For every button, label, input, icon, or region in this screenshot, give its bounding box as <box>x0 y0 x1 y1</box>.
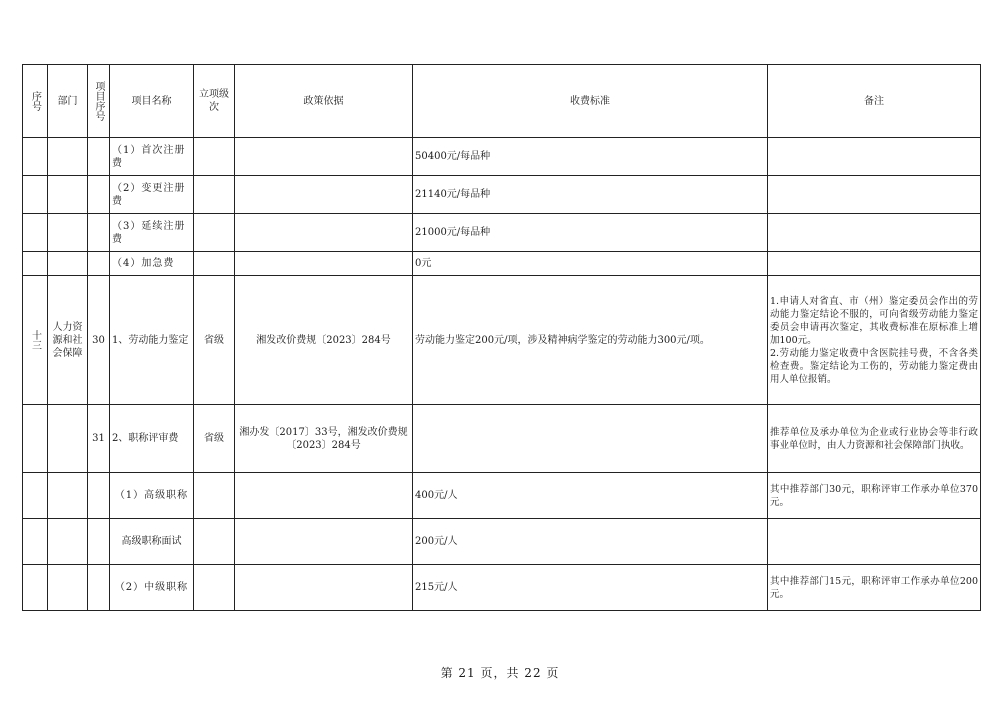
cell-item-seq: 30 <box>88 276 110 405</box>
header-level: 立项级次 <box>194 65 235 138</box>
cell-level <box>194 252 235 276</box>
table-row <box>23 252 981 276</box>
cell-level <box>194 519 235 565</box>
cell-name: （3）延续注册费 <box>110 214 194 252</box>
header-dept: 部门 <box>48 65 88 138</box>
cell-policy: 湘办发〔2017〕33号，湘发改价费规〔2023〕284号 <box>235 405 413 473</box>
cell-remark <box>768 252 981 276</box>
cell-policy <box>235 176 413 214</box>
cell-name: （1）首次注册费 <box>110 138 194 176</box>
table-row <box>23 565 981 611</box>
cell-dept <box>48 214 88 252</box>
header-row <box>23 65 981 138</box>
header-remark: 备注 <box>768 65 981 138</box>
table-row <box>23 176 981 214</box>
cell-level: 省级 <box>194 276 235 405</box>
cell-policy <box>235 214 413 252</box>
cell-remark <box>768 519 981 565</box>
cell-standard <box>413 405 768 473</box>
cell-dept <box>48 138 88 176</box>
cell-dept <box>48 519 88 565</box>
cell-seq <box>23 138 48 176</box>
cell-standard: 50400元/每品种 <box>413 138 768 176</box>
cell-remark <box>768 176 981 214</box>
cell-seq <box>23 214 48 252</box>
cell-item-seq <box>88 565 110 611</box>
cell-level <box>194 473 235 519</box>
cell-dept <box>48 405 88 473</box>
cell-level: 省级 <box>194 405 235 473</box>
cell-seq <box>23 565 48 611</box>
cell-remark: 其中推荐部门30元，职称评审工作承办单位370元。 <box>768 473 981 519</box>
cell-remark: 其中推荐部门15元，职称评审工作承办单位200元。 <box>768 565 981 611</box>
cell-standard: 劳动能力鉴定200元/项，涉及精神病学鉴定的劳动能力300元/项。 <box>413 276 768 405</box>
header-standard: 收费标准 <box>413 65 768 138</box>
table-row <box>23 405 981 473</box>
table-row <box>23 519 981 565</box>
cell-remark <box>768 214 981 252</box>
cell-name: 高级职称面试 <box>110 519 194 565</box>
cell-level <box>194 565 235 611</box>
cell-policy: 湘发改价费规〔2023〕284号 <box>235 276 413 405</box>
cell-policy <box>235 252 413 276</box>
cell-standard: 215元/人 <box>413 565 768 611</box>
cell-name: （2）变更注册费 <box>110 176 194 214</box>
cell-dept <box>48 565 88 611</box>
table-row <box>23 138 981 176</box>
cell-seq <box>23 405 48 473</box>
cell-policy <box>235 565 413 611</box>
cell-name: 2、职称评审费 <box>110 405 194 473</box>
fee-table <box>22 64 981 611</box>
cell-dept: 人力资源和社会保障 <box>48 276 88 405</box>
cell-level <box>194 138 235 176</box>
cell-level <box>194 176 235 214</box>
header-item-seq: 项目序号 <box>88 65 110 138</box>
page-footer: 第 21 页，共 22 页 <box>440 666 560 680</box>
cell-standard: 0元 <box>413 252 768 276</box>
cell-dept <box>48 176 88 214</box>
cell-dept <box>48 473 88 519</box>
cell-standard: 200元/人 <box>413 519 768 565</box>
header-seq: 序号 <box>23 65 48 138</box>
cell-item-seq <box>88 176 110 214</box>
cell-item-seq <box>88 519 110 565</box>
cell-seq <box>23 252 48 276</box>
cell-name: 1、劳动能力鉴定 <box>110 276 194 405</box>
cell-policy <box>235 473 413 519</box>
cell-dept <box>48 252 88 276</box>
cell-level <box>194 214 235 252</box>
cell-seq: 十三 <box>23 276 48 405</box>
cell-remark <box>768 138 981 176</box>
cell-name: （1）高级职称 <box>110 473 194 519</box>
cell-item-seq <box>88 138 110 176</box>
cell-item-seq: 31 <box>88 405 110 473</box>
cell-seq <box>23 519 48 565</box>
cell-name: （2）中级职称 <box>110 565 194 611</box>
cell-standard: 21140元/每品种 <box>413 176 768 214</box>
cell-remark: 推荐单位及承办单位为企业或行业协会等非行政事业单位时，由人力资源和社会保障部门执收。 <box>768 405 981 473</box>
cell-standard: 400元/人 <box>413 473 768 519</box>
cell-item-seq <box>88 473 110 519</box>
cell-seq <box>23 176 48 214</box>
cell-item-seq <box>88 252 110 276</box>
cell-policy <box>235 138 413 176</box>
header-policy: 政策依据 <box>235 65 413 138</box>
cell-remark: 1.申请人对省直、市（州）鉴定委员会作出的劳动能力鉴定结论不服的，可向省级劳动能力鉴定委员会申请再次鉴定，其收费标准在原标准上增加100元。 2.劳动能力鉴定收费中含医院挂号费，不含各类检查费。鉴定结论为工伤的，劳动能力鉴定费由用人单位报销。 <box>768 276 981 405</box>
cell-seq <box>23 473 48 519</box>
cell-item-seq <box>88 214 110 252</box>
cell-standard: 21000元/每品种 <box>413 214 768 252</box>
header-item-name: 项目名称 <box>110 65 194 138</box>
cell-name: （4）加急费 <box>110 252 194 276</box>
table-row <box>23 214 981 252</box>
table-row <box>23 276 981 405</box>
table-row <box>23 473 981 519</box>
cell-policy <box>235 519 413 565</box>
